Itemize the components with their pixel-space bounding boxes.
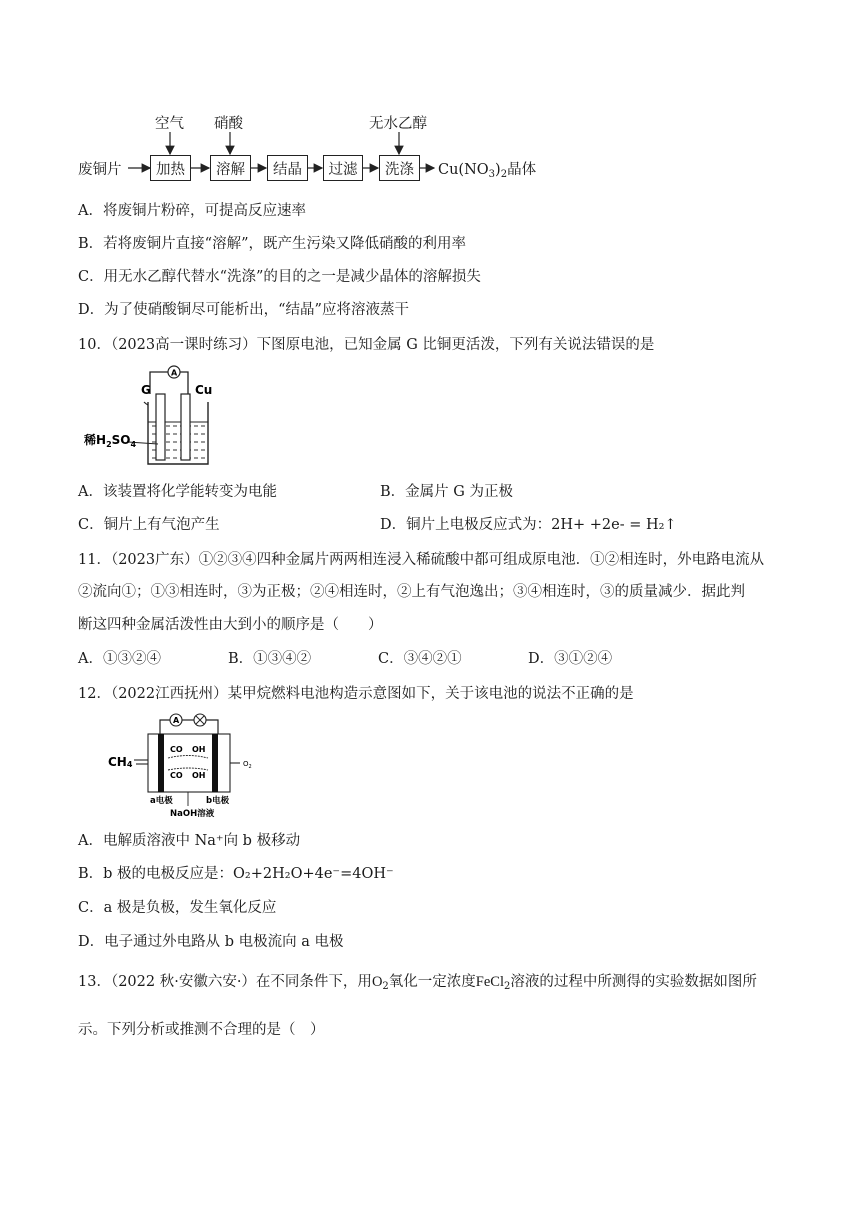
q11-stem-line1: 11．（2023广东）①②③④四种金属片两两相连浸入稀硫酸中都可组成原电池．①②相连时，外电路电流从 — [78, 552, 765, 568]
q10-option-d: D．铜片上电极反应式为：2H+ +2e- = H₂↑ — [380, 517, 677, 533]
q12-option-c: C．a 极是负极，发生氧化反应 — [78, 900, 277, 916]
q13-stem-line1: 13．（2022 秋·安徽六安·）在不同条件下，用$O_2$氧化一定浓度FeCl$_2$溶液的过程中所测得的实验数据如图所 — [78, 974, 757, 992]
q12-option-a: A．电解质溶液中 Na⁺向 b 极移动 — [78, 833, 301, 849]
q9-option-a: A．将废铜片粉碎，可提高反应速率 — [78, 203, 306, 219]
ion-label-2: OH — [192, 745, 206, 754]
o2-label: $O_2$ — [243, 760, 252, 770]
q12-option-b: B．b 极的电极反应是：O₂+2H₂O+4e⁻=4OH⁻ — [78, 866, 394, 882]
a-electrode-label: a电极 — [150, 796, 173, 806]
electrode-g-label: G — [141, 383, 151, 397]
q11-stem-line2: ②流向①；①③相连时，③为正极；②④相连时，②上有气泡逸出；③④相连时，③的质量减少．据此判 — [78, 584, 745, 600]
b-electrode-label: b电极 — [206, 796, 230, 806]
flow-step-filter: 过滤 — [323, 155, 363, 181]
q11-option-a: A．①③②④ — [78, 651, 161, 667]
q10-option-a: A．该装置将化学能转变为电能 — [78, 484, 277, 500]
electrode-cu-label: Cu — [195, 383, 213, 397]
q11-option-c: C．③④②① — [378, 651, 462, 667]
q10-option-c: C．铜片上有气泡产生 — [78, 517, 220, 533]
galvanic-cell-figure — [78, 360, 228, 470]
ion-label-4: OH — [192, 771, 206, 780]
ion-label-3: CO — [170, 771, 183, 780]
q9-option-b: B．若将废铜片直接“溶解”，既产生污染又降低硝酸的利用率 — [78, 236, 466, 252]
flow-start-label: 废铜片 — [78, 162, 122, 178]
flow-step-heat: 加热 — [150, 155, 191, 181]
fuel-cell-figure — [100, 708, 270, 820]
flow-input-ethanol: 无水乙醇 — [369, 116, 427, 132]
flow-step-wash: 洗涤 — [379, 155, 420, 181]
q12-stem: 12．（2022江西抚州）某甲烷燃料电池构造示意图如下，关于该电池的说法不正确的是 — [78, 686, 634, 702]
q9-option-c: C．用无水乙醇代替水“洗涤”的目的之一是减少晶体的溶解损失 — [78, 269, 481, 285]
ammeter-label: A — [171, 368, 178, 378]
q11-stem-line3: 断这四种金属活泼性由大到小的顺序是（ ） — [78, 617, 383, 633]
q13-stem-line2: 示。下列分析或推测不合理的是（ ） — [78, 1022, 325, 1038]
flow-step-dissolve: 溶解 — [210, 155, 251, 181]
flow-product: $Cu(NO_3)_2$晶体 — [438, 162, 537, 180]
electrode-b — [212, 734, 218, 792]
q11-option-d: D．③①②④ — [528, 651, 613, 667]
q12-option-d: D．电子通过外电路从 b 电极流向 a 电极 — [78, 934, 344, 950]
q10-option-b: B．金属片 G 为正极 — [380, 484, 513, 500]
q9-option-d: D．为了使硝酸铜尽可能析出，“结晶”应将溶液蒸干 — [78, 302, 409, 318]
solution-label: 稀$H_2SO_4$ — [84, 433, 137, 449]
flow-arrows — [0, 0, 860, 200]
ion-label-1: CO — [170, 745, 183, 754]
flow-input-air: 空气 — [155, 116, 184, 132]
q11-option-b: B．①③④② — [228, 651, 312, 667]
flow-step-crystallize: 结晶 — [267, 155, 308, 181]
ch4-label: CH4 — [108, 755, 133, 769]
flow-input-nitric-acid: 硝酸 — [214, 116, 243, 132]
electrode-a — [158, 734, 164, 792]
electrode-g — [156, 394, 165, 460]
q10-stem: 10．（2023高一课时练习）下图原电池，已知金属 G 比铜更活泼，下列有关说法错误的是 — [78, 337, 655, 353]
ammeter-label: A — [173, 716, 180, 725]
electrode-cu — [181, 394, 190, 460]
electrolyte-label: NaOH溶液 — [170, 809, 215, 819]
